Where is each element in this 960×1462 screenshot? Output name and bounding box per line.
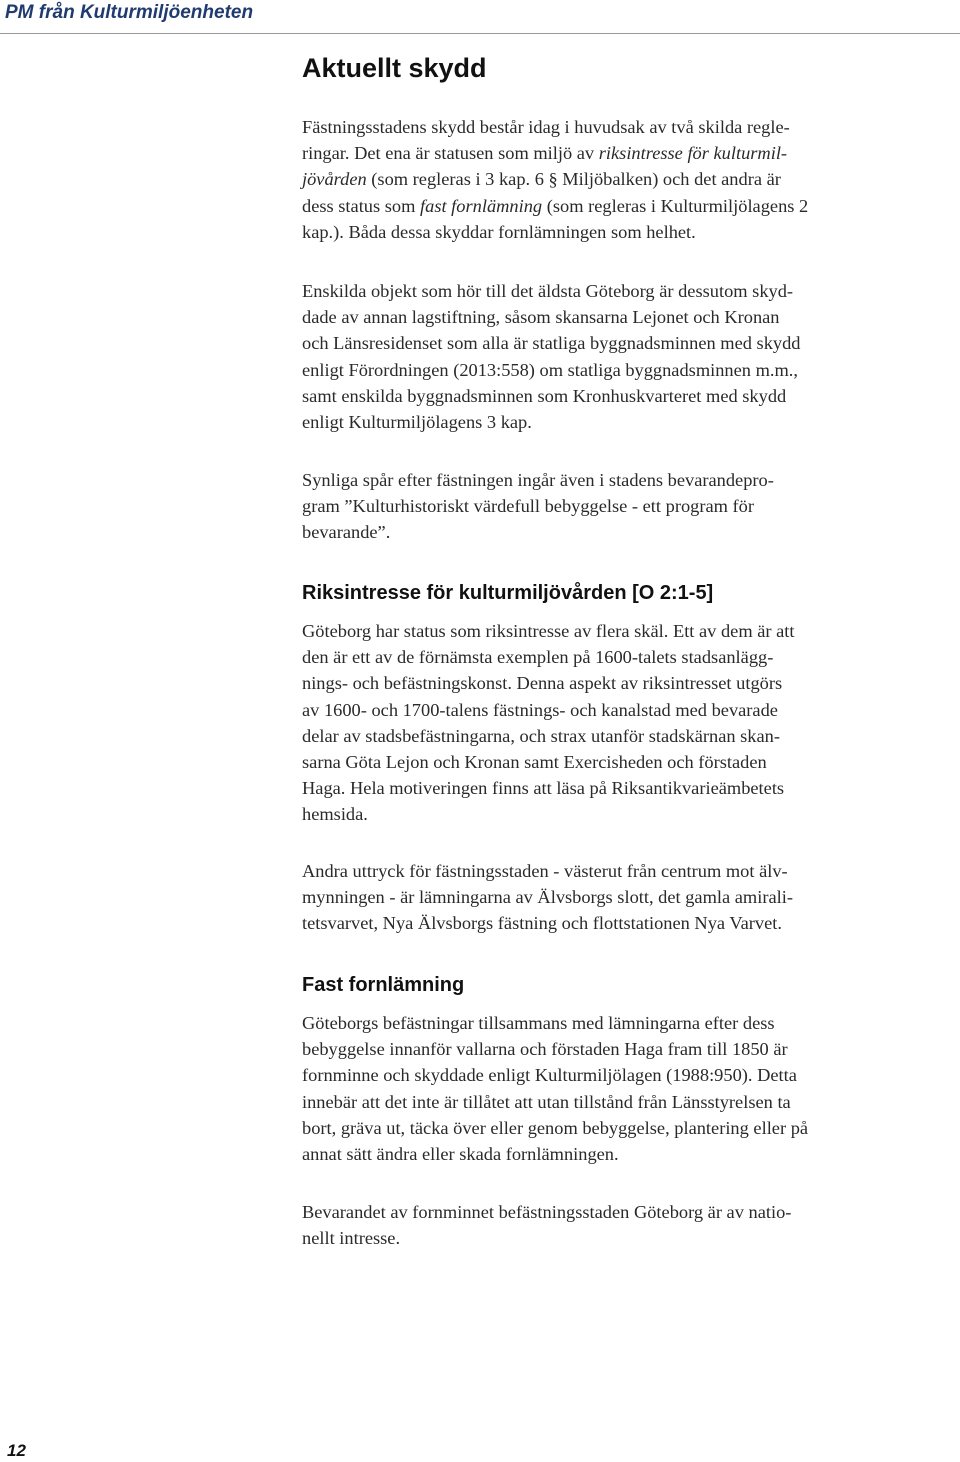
emphasis-text: fast fornlämning [420, 195, 543, 216]
emphasis-text: jövården [302, 169, 367, 190]
heading-riksintresse: Riksintresse för kulturmiljövården [O 2:1-5] [302, 582, 714, 604]
text-line: fornminne och skyddade enligt Kulturmiljölagen (1988:950). Detta [302, 1065, 797, 1086]
paragraph-enskilda-objekt [302, 278, 902, 435]
text-line: mynningen - är lämningarna av Älvsborgs slott, det gamla amirali- [302, 887, 793, 908]
text-line: innebär att det inte är tillåtet att utan tillstånd från Länsstyrelsen ta [302, 1091, 791, 1112]
text-line: dade av annan lagstiftning, såsom skansarna Lejonet och Kronan [302, 307, 780, 328]
paragraph-riksintresse [302, 618, 902, 828]
paragraph-andra-uttryck [302, 858, 902, 937]
text-span: (som regleras i 3 kap. 6 § Miljöbalken) och det andra är [366, 169, 781, 190]
text-line: samt enskilda byggnadsminnen som Kronhuskvarteret med skydd [302, 385, 787, 406]
text-line [302, 193, 902, 219]
text-line: Andra uttryck för fästningsstaden - västerut från centrum mot älv- [302, 861, 788, 881]
text-line: annat sätt ändra eller skada fornlämningen. [302, 1144, 619, 1165]
page-number: 12 [7, 1441, 26, 1460]
paragraph-skydd-intro [302, 114, 902, 245]
text-line: nellt intresse. [302, 1228, 401, 1249]
emphasis-text: riksintresse för kulturmil- [598, 143, 788, 164]
text-span: dess status som [302, 195, 421, 216]
paragraph-nationellt-intresse [302, 1199, 902, 1251]
text-line: delar av stadsbefästningarna, och strax utanför stadskärnan skan- [302, 725, 780, 746]
text-line: enligt Kulturmiljölagens 3 kap. [302, 412, 532, 433]
text-line: Göteborgs befästningar tillsammans med lämningarna efter dess [302, 1013, 775, 1033]
text-span: (som regleras i Kulturmiljölagens 2 [542, 195, 809, 216]
text-line: kap.). Båda dessa skyddar fornlämningen som helhet. [302, 221, 696, 242]
text-line [302, 166, 902, 192]
header-divider [0, 33, 960, 34]
text-line: och Länsresidenset som alla är statliga byggnadsminnen med skydd [302, 333, 801, 354]
text-line: sarna Göta Lejon och Kronan samt Exercisheden och förstaden [302, 752, 767, 773]
text-line: Bevarandet av fornminnet befästningsstaden Göteborg är av natio- [302, 1202, 792, 1222]
text-line: den är ett av de förnämsta exemplen på 1600-talets stadsanlägg- [302, 647, 774, 668]
text-line: bebyggelse innanför vallarna och förstaden Haga fram till 1850 är [302, 1039, 788, 1060]
page-title: Aktuellt skydd [302, 53, 487, 83]
text-line: Haga. Hela motiveringen finns att läsa på Riksantikvarieämbetets [302, 778, 785, 799]
text-span: ringar. Det ena är statusen som miljö av [302, 143, 599, 164]
text-line: tetsvarvet, Nya Älvsborgs fästning och flottstationen Nya Varvet. [302, 913, 782, 934]
text-line: bort, gräva ut, täcka över eller genom bebyggelse, plantering eller på [302, 1117, 809, 1138]
paragraph-bevarandeprogram [302, 467, 902, 546]
text-line: Fästningsstadens skydd består idag i huvudsak av två skilda regle- [302, 117, 790, 137]
text-line: av 1600- och 1700-talens fästnings- och kanalstad med bevarade [302, 699, 778, 720]
text-line: enligt Förordningen (2013:558) om statliga byggnadsminnen m.m., [302, 359, 798, 380]
running-header: PM från Kulturmiljöenheten [5, 2, 254, 23]
paragraph-fast-fornlamning [302, 1010, 902, 1167]
text-line: Synliga spår efter fästningen ingår även i stadens bevarandepro- [302, 470, 774, 490]
heading-fast-fornlamning: Fast fornlämning [302, 974, 465, 996]
text-line [302, 140, 902, 166]
text-line: Enskilda objekt som hör till det äldsta Göteborg är dessutom skyd- [302, 281, 794, 301]
text-line: bevarande”. [302, 522, 391, 543]
text-line: Göteborg har status som riksintresse av flera skäl. Ett av dem är att [302, 621, 795, 641]
text-line: gram ”Kulturhistoriskt värdefull bebyggelse - ett program för [302, 496, 754, 517]
text-line: hemsida. [302, 804, 368, 825]
text-line: nings- och befästningskonst. Denna aspekt av riksintresset utgörs [302, 673, 783, 694]
